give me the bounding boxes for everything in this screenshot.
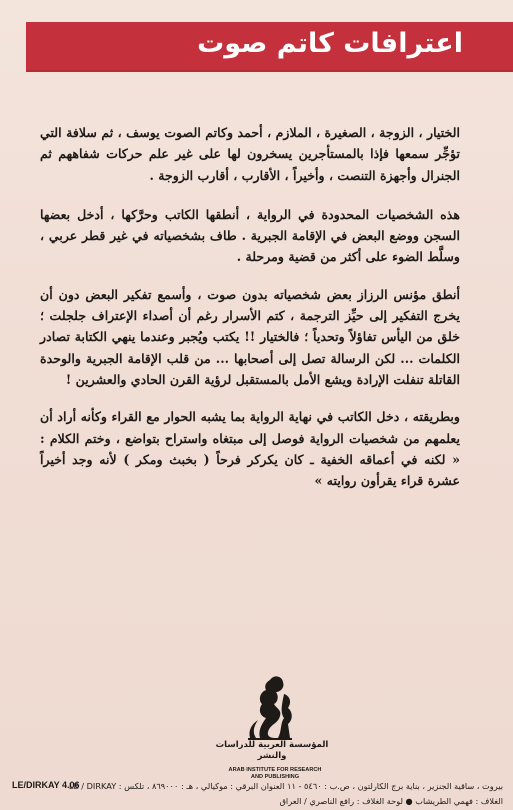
blurb	[40, 122, 460, 509]
book-title: اعترافات كاتم صوت	[197, 28, 463, 59]
blurb-paragraph-2: هذه الشخصيات المحدودة في الرواية ، أنطقها الكاتب وحرَّكها ، أدخل بعضها السجن ووضع البعض في الإقامة الجبرية . طاف بشخصياته في غير قطر عربي ، وسلَّط الضوء على أكثر من قضية ومرحلة .	[40, 206, 460, 265]
publisher-name-english-line2: AND PUBLISHING	[250, 774, 300, 780]
blurb-paragraph-3: أنطق مؤنس الرزاز بعض شخصياته بدون صوت ، وأسمع تفكير البعض دون أن يخرج التفكير إلى حيِّز الترجمة ، كتم الأسرار رغم أن أصداء الإعتراف جلجلت ؛ خلق من اليأس تفاؤلاً وتحدياً ؛ فالختيار !! يكتب ويُجبر وعندما ينهي الكتابة تصادر الكلمات ... لكن الرسالة تصل إلى أصحابها ... من قلب الإقامة الجبرية والوحدة القاتلة تنفلت الإرادة ويشع الأمل بالمستقبل لرؤية القرن الحادي والعشرين !	[40, 286, 460, 387]
publisher-name-arabic: المؤسسة العربية للدراسات والنشر	[215, 740, 329, 761]
publisher-name-english-line1: ARAB INSTITUTE FOR RESEARCH	[228, 767, 322, 773]
blurb-paragraph-4: وبطريقته ، دخل الكاتب في نهاية الرواية بما يشبه الحوار مع القراء وكأنه أراد أن يعلمهم من شخصيات الرواية فوصل إلى مبتغاه واستراح بتواضع ، وختم الكلام : « لكنه في أعماقه الخفية ـ كان يكركر فرحاً ( بخبث ومكر ) لأنه وجد أخيراً عشرة قراء يقرأون روايته »	[40, 409, 460, 489]
publisher-name-english	[200, 767, 350, 781]
publisher-address: بيروت ، ساقية الجنزير ، بناية برج الكارلتون ، ص.ب : ٥٤٦٠ - ١١ العنوان البرقي : موكيالي ، هـ : ٨٦٩٠٠٠ ، تلكس : LE / DIRKAY	[68, 781, 503, 791]
blurb-paragraph-1: الختيار ، الزوجة ، الصغيرة ، الملازم ، أحمد وكاتم الصوت يوسف ، ثم سلافة التي تؤجِّر سمعها فإذا بالمستأجرين يسخرون لها على غير علم حركات شفاههم ثم الجنرال وأجهزة التنصت ، وأخيراً ، الأقارب ، أقارب الزوجة .	[40, 125, 460, 183]
cover-credits: الغلاف : فهمي الطريشاب ● لوحة الغلاف : رافع الناصري / العراق	[279, 796, 503, 806]
price-code: LE/DIRKAY 4.06	[12, 780, 80, 790]
title-banner	[26, 22, 513, 72]
